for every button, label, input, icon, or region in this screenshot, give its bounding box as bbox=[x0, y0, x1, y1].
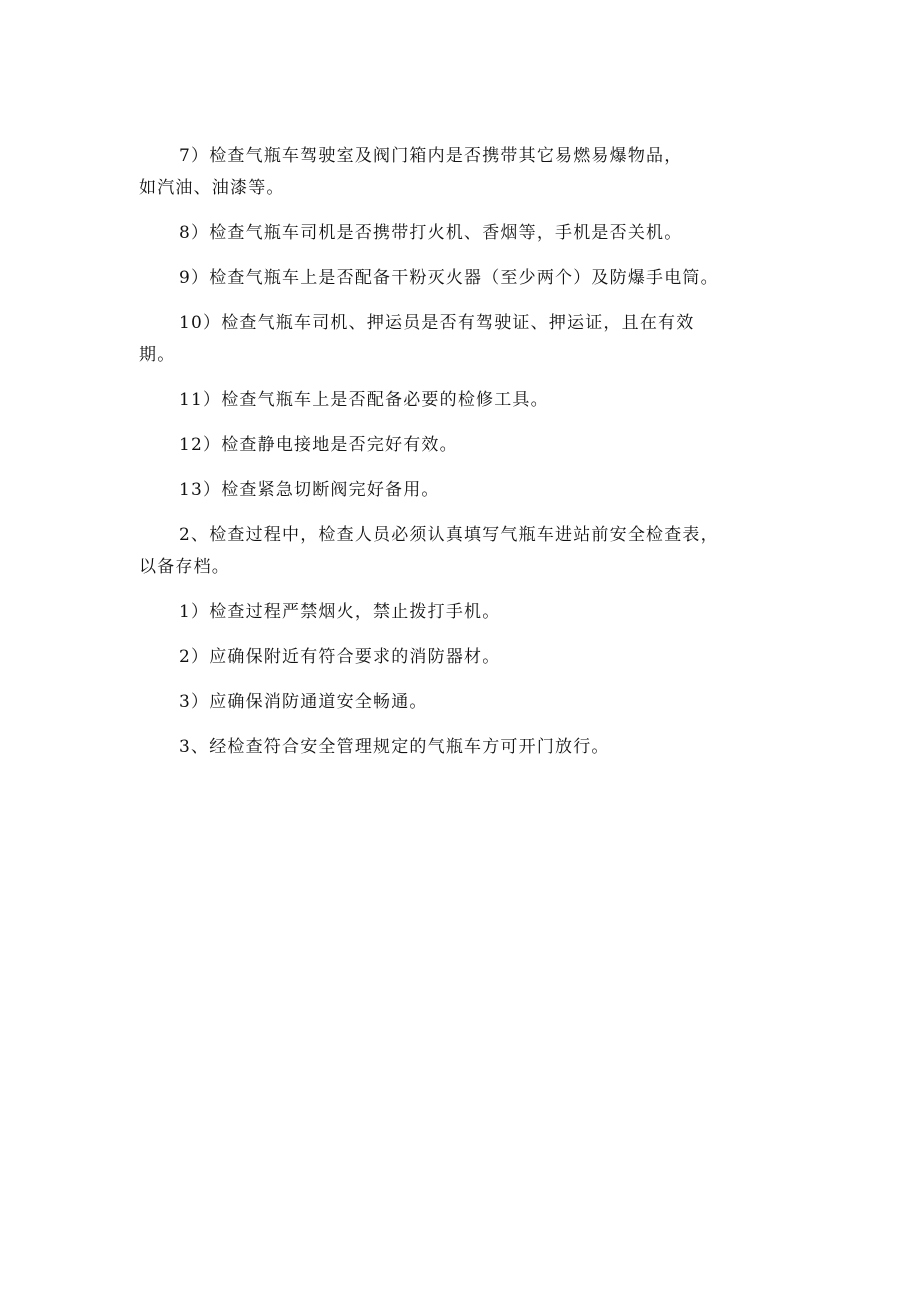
paragraph-line: 2、检查过程中，检查人员必须认真填写气瓶车进站前安全检查表， bbox=[179, 525, 719, 545]
paragraph-item-10 bbox=[139, 307, 789, 371]
paragraph-sub-3 bbox=[139, 686, 789, 718]
paragraph-item-13 bbox=[139, 474, 789, 506]
paragraph-section-3 bbox=[139, 731, 789, 763]
paragraph-line: 11）检查气瓶车上是否配备必要的检修工具。 bbox=[179, 390, 549, 410]
paragraph-item-11 bbox=[139, 384, 789, 416]
paragraph-line: 如汽油、油漆等。 bbox=[139, 178, 285, 198]
document-body bbox=[139, 140, 789, 776]
paragraph-line: 8）检查气瓶车司机是否携带打火机、香烟等，手机是否关机。 bbox=[179, 223, 683, 243]
paragraph-line: 期。 bbox=[139, 345, 176, 365]
paragraph-line: 9）检查气瓶车上是否配备干粉灭火器（至少两个）及防爆手电筒。 bbox=[179, 268, 719, 288]
paragraph-line: 3、经检查符合安全管理规定的气瓶车方可开门放行。 bbox=[179, 737, 610, 757]
paragraph-item-7 bbox=[139, 140, 789, 204]
paragraph-line: 以备存档。 bbox=[139, 557, 230, 577]
paragraph-line: 1）检查过程严禁烟火，禁止拨打手机。 bbox=[179, 602, 501, 622]
paragraph-line: 13）检查紧急切断阀完好备用。 bbox=[179, 480, 440, 500]
paragraph-sub-2 bbox=[139, 641, 789, 673]
paragraph-line: 12）检查静电接地是否完好有效。 bbox=[179, 435, 458, 455]
paragraph-line: 3）应确保消防通道安全畅通。 bbox=[179, 692, 428, 712]
paragraph-sub-1 bbox=[139, 596, 789, 628]
paragraph-item-9 bbox=[139, 262, 789, 294]
paragraph-section-2 bbox=[139, 519, 789, 583]
paragraph-line: 7）检查气瓶车驾驶室及阀门箱内是否携带其它易燃易爆物品， bbox=[179, 146, 683, 166]
paragraph-line: 2）应确保附近有符合要求的消防器材。 bbox=[179, 647, 501, 667]
paragraph-line: 10）检查气瓶车司机、押运员是否有驾驶证、押运证，且在有效 bbox=[179, 313, 695, 333]
paragraph-item-8 bbox=[139, 217, 789, 249]
paragraph-item-12 bbox=[139, 429, 789, 461]
